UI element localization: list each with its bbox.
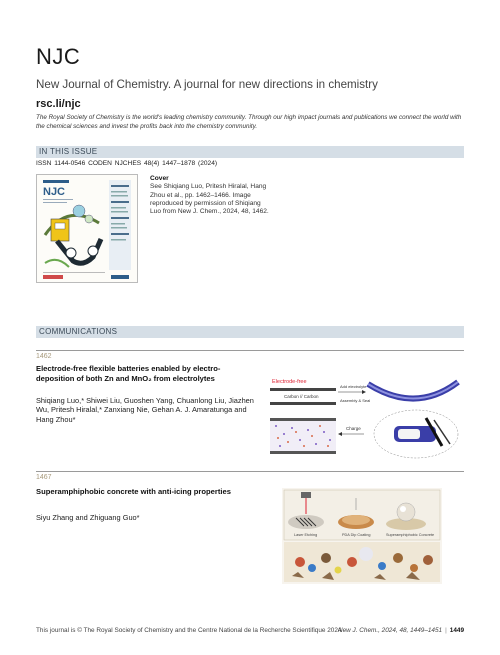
article-divider xyxy=(36,471,464,472)
figure-label-add-electrolyte: Add electrolyte xyxy=(340,384,367,389)
cover-thumb-title: NJC xyxy=(43,186,66,198)
cover-description: See Shiqiang Luo, Pritesh Hiralal, Hang Zhou et al., pp. 1462–1466. Image reproduced by permission of Shiqiang Luo from New J. Chem., 2024, 48, 1462. xyxy=(150,183,269,216)
article-title-link[interactable]: Electrode-free flexible batteries enabled by electro-deposition of both Zn and MnO₂ from electrolytes xyxy=(36,364,221,383)
article-title-link[interactable]: Superamphiphobic concrete with anti-icing properties xyxy=(36,487,231,496)
concrete-process-icon xyxy=(282,488,442,584)
footer-cite: New J. Chem., 2024, 48, 1449–1451 xyxy=(338,627,443,634)
article-graphic[interactable] xyxy=(266,374,462,462)
journal-url-link[interactable]: rsc.li/njc xyxy=(36,98,81,110)
article-divider xyxy=(36,350,464,351)
cover-image[interactable] xyxy=(36,174,138,283)
figure-label-laser: Laser Etching xyxy=(294,533,318,537)
article-authors: Shiqiang Luo,* Shiwei Liu, Guoshen Yang, Chuanlong Liu, Jiazhen Wu, Pritesh Hiralal,* Zanxiang Nie, Gehan A. J. Amaratunga and Hang Zhou* xyxy=(36,396,254,424)
footer-page-number: 1449 xyxy=(449,627,464,634)
in-this-issue-header: IN THIS ISSUE xyxy=(36,146,464,158)
article-page-number: 1462 xyxy=(36,353,52,360)
cover-caption xyxy=(150,175,270,216)
figure-label-dip: PDA Dip Coating xyxy=(342,533,371,537)
footer-citation xyxy=(338,627,464,634)
article-page-number: 1467 xyxy=(36,474,52,481)
issue-meta: ISSN 1144-0546 CODEN NJCHES 48(4) 1447–1878 (2024) xyxy=(36,160,218,167)
journal-blurb: The Royal Society of Chemistry is the world's leading chemistry community. Through our high impact journals and publications we connect the world with the chemical sciences and invest the profits back into the chemistry community. xyxy=(36,114,462,130)
article-graphic[interactable] xyxy=(282,488,442,584)
figure-label-electrode-free: Electrode-free xyxy=(272,379,307,385)
article-authors: Siyu Zhang and Zhiguang Guo* xyxy=(36,513,140,522)
footer-copyright: This journal is © The Royal Society of Chemistry and the Centre National de la Recherche Scientifique 2024 xyxy=(36,627,342,634)
figure-label-assembly: Assembly & Seal xyxy=(340,398,371,403)
cover-illustration-icon xyxy=(37,175,138,283)
figure-label-charge: Charge xyxy=(346,426,361,431)
journal-abbreviation: NJC xyxy=(36,44,81,69)
figure-label-carbon: Carbon // Carbon xyxy=(284,394,319,399)
battery-schematic-icon xyxy=(266,374,462,462)
communications-header: COMMUNICATIONS xyxy=(36,326,464,338)
journal-tagline: New Journal of Chemistry. A journal for new directions in chemistry xyxy=(36,78,378,91)
figure-label-concrete: Superamphiphobic Concrete xyxy=(386,533,435,537)
footer-separator: | xyxy=(445,627,447,634)
cover-heading: Cover xyxy=(150,175,169,182)
